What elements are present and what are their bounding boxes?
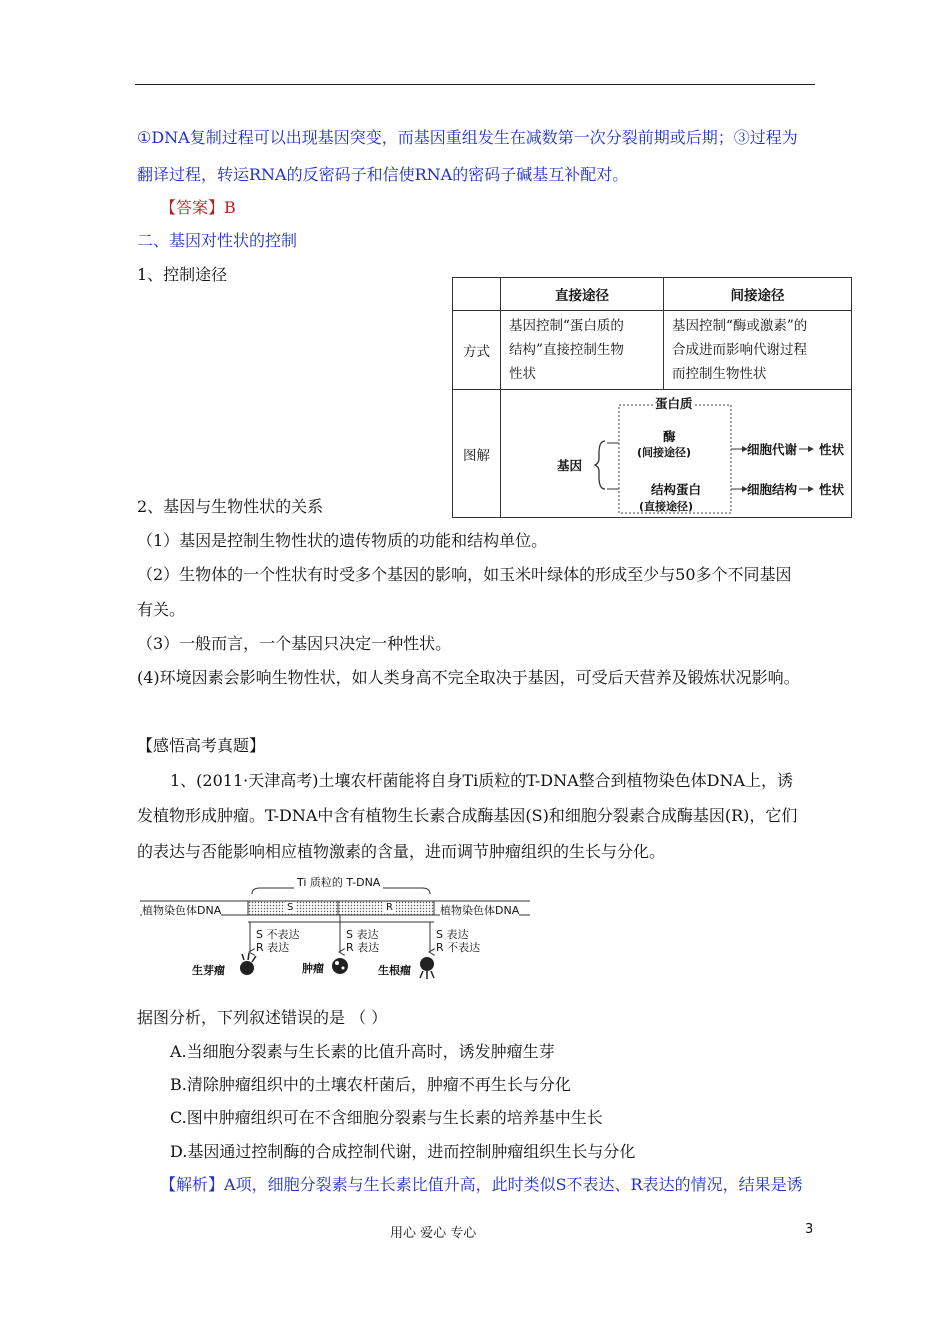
analysis-text: A项，细胞分裂素与生长素比值升高，此时类似S不表达、R表达的情况，结果是诱 — [224, 1175, 803, 1194]
case-2-line: R 表达 — [346, 941, 380, 954]
section-heading: 二、基因对性状的控制 — [137, 231, 298, 250]
pathway-diagram — [501, 390, 852, 518]
tumor-icon-1 — [240, 953, 256, 975]
case-1-line: S 不表达 — [256, 928, 300, 941]
label-protein: 蛋白质 — [655, 396, 693, 411]
exam-section-title: 【感悟高考真题】 — [137, 736, 266, 755]
label-bud-tumor: 生芽瘤 — [192, 964, 225, 977]
option-d: D.基因通过控制酶的合成控制代谢，进而控制肿瘤组织生长与分化 — [170, 1142, 636, 1161]
option-a: A.当细胞分裂素与生长素的比值升高时，诱发肿瘤生芽 — [170, 1042, 555, 1061]
indirect-method-line: 基因控制“酶或激素”的 — [672, 318, 808, 334]
label-cell-structure: 细胞结构 — [747, 482, 798, 497]
case-1-line: R 表达 — [256, 941, 290, 954]
explanation-line-1: ①DNA复制过程可以出现基因突变，而基因重组发生在减数第一次分裂前期或后期；③过程为 — [137, 128, 798, 147]
label-gene: 基因 — [557, 458, 583, 473]
question-line-3: 的表达与否能影响相应植物激素的含量，进而调节肿瘤组织的生长与分化。 — [137, 842, 666, 861]
analysis-tag: 【解析】 — [160, 1175, 225, 1194]
row-label-method: 方式 — [453, 311, 501, 390]
case-2-line: S 表达 — [346, 928, 379, 941]
explanation-line-2: 翻译过程，转运RNA的反密码子和信使RNA的密码子碱基互补配对。 — [137, 165, 629, 184]
label-indirect-tag: (间接途径) — [637, 446, 692, 459]
indirect-method-line: 而控制生物性状 — [672, 366, 767, 382]
label-tumor: 肿瘤 — [302, 962, 324, 975]
subheading-control-pathway: 1、控制途径 — [137, 265, 228, 284]
tdna-figure — [140, 874, 540, 984]
label-cell-metabolism: 细胞代谢 — [747, 442, 798, 457]
indirect-method-cell — [664, 311, 852, 390]
table-corner — [453, 278, 501, 311]
page-footer: 用心 爱心 专心 — [390, 1226, 477, 1241]
label-dna-left: 植物染色体DNA — [142, 904, 222, 917]
header-rule — [135, 84, 815, 85]
direct-method-cell — [501, 311, 664, 390]
question-line-2: 发植物形成肿瘤。T-DNA中含有植物生长素合成酶基因(S)和细胞分裂素合成酶基因(R)，它们 — [137, 806, 798, 825]
label-ti-tdna: Ti 质粒的 T-DNA — [294, 874, 383, 890]
label-direct-tag: (直接途径) — [639, 500, 694, 513]
subheading-relationship: 2、基因与生物性状的关系 — [137, 497, 324, 516]
case-3-line: S 表达 — [436, 928, 469, 941]
relation-2: （2）生物体的一个性状有时受多个基因的影响，如玉米叶绿体的形成至少与50多个不同基因 — [137, 565, 792, 584]
relation-1: （1）基因是控制生物性状的遗传物质的功能和结构单位。 — [137, 531, 548, 550]
analysis-line — [160, 1175, 803, 1195]
case-3-text — [436, 928, 480, 954]
label-structural-protein: 结构蛋白 — [651, 482, 702, 497]
direct-method-line: 基因控制“蛋白质的 — [509, 318, 624, 334]
label-r: R — [386, 902, 393, 913]
option-c: C.图中肿瘤组织可在不含细胞分裂素与生长素的培养基中生长 — [170, 1108, 603, 1127]
question-line-1: 1、(2011·天津高考)土壤农杆菌能将自身Ti质粒的T-DNA整合到植物染色体DNA上，诱 — [170, 771, 794, 790]
row-label-diagram: 图解 — [453, 390, 501, 518]
question-stem: 据图分析，下列叙述错误的是 （ ） — [137, 1008, 388, 1027]
case-2-text — [346, 928, 379, 954]
direct-method-line: 性状 — [509, 366, 536, 382]
answer-label: 【答案】B — [160, 198, 236, 217]
relation-3: （3）一般而言，一个基因只决定一种性状。 — [137, 634, 452, 653]
label-trait-1: 性状 — [819, 442, 845, 457]
label-dna-right: 植物染色体DNA — [440, 904, 520, 917]
gene-brace — [595, 441, 605, 489]
label-trait-2: 性状 — [819, 482, 845, 497]
direct-method-line: 结构”直接控制生物 — [509, 342, 624, 358]
header-indirect: 间接途径 — [664, 278, 852, 311]
label-enzyme: 酶 — [663, 429, 676, 444]
label-root-tumor: 生根瘤 — [378, 964, 411, 977]
page-number: 3 — [805, 1222, 814, 1237]
header-direct: 直接途径 — [501, 278, 664, 311]
case-1-text — [256, 928, 299, 954]
pathway-table — [452, 277, 852, 518]
option-b: B.清除肿瘤组织中的土壤农杆菌后，肿瘤不再生长与分化 — [170, 1075, 571, 1094]
tumor-icon-3 — [420, 957, 434, 979]
relation-4: (4)环境因素会影响生物性状，如人类身高不完全取决于基因，可受后天营养及锻炼状况影响。 — [137, 668, 800, 687]
label-s: S — [287, 902, 294, 913]
case-3-line: R 不表达 — [436, 941, 481, 954]
tumor-icon-2 — [332, 958, 348, 974]
indirect-method-line: 合成进而影响代谢过程 — [672, 342, 807, 358]
relation-2-cont: 有关。 — [137, 600, 186, 619]
